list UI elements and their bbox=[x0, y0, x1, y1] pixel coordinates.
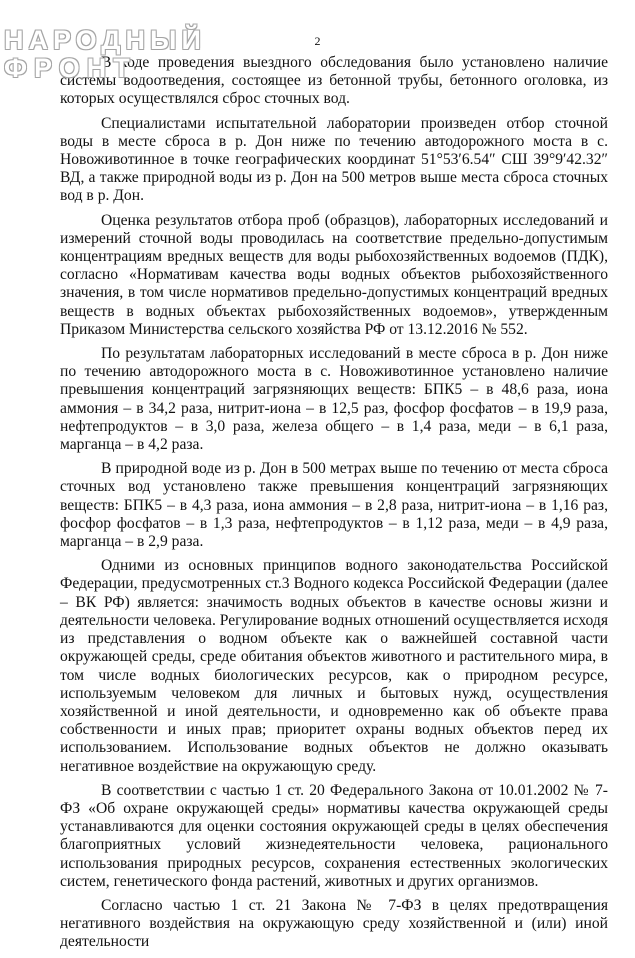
paragraph-sampling: Специалистами испытательной лаборатории произведен отбор сточной воды в месте сброса в р. Дон ниже по течению автодорожного моста в с. Новоживотинное в точке географических координат 51°53′6.54″ СШ 39°9′42.32″ ВД, а также природной воды из р. Дон на 500 метров выше места сброса сточных вод в р. Дон. bbox=[60, 114, 608, 205]
paragraph-inspection: В ходе проведения выездного обследования было установлено наличие системы водоотведения, состоящее из бетонной трубы, бетонного оголовка, из которых осуществлялся сброс сточных вод. bbox=[60, 54, 608, 108]
paragraph-assessment: Оценка результатов отбора проб (образцов), лабораторных исследований и измерений сточной воды проводилась на соответствие предельно-допустимым концентрациям вредных веществ для воды рыбохозяйственных водоемов (ПДК), согласно «Нормативам качества воды водных объектов рыбохозяйственного значения, в том числе нормативов предельно-допустимых концентраций вредных веществ в водных объектах рыбохозяйственных водоемов», утвержденным Приказом Министерства сельского хозяйства РФ от 13.12.2016 № 552. bbox=[60, 211, 608, 338]
page-number: 2 bbox=[314, 34, 321, 48]
paragraph-discharge-results: По результатам лабораторных исследований в месте сброса в р. Дон ниже по течению автодорожного моста в с. Новоживотинное установлено наличие превышения концентраций загрязняющих веществ: БПК5 – в 48,6 раза, иона аммония – в 34,2 раза, нитрит-иона – в 12,5 раз, фосфор фосфатов – в 19,9 раза, нефтепродуктов – в 3,0 раза, железа общего – в 1,4 раза, меди – в 6,1 раза, марганца – в 4,2 раза. bbox=[60, 345, 608, 454]
paragraph-natural-water-results: В природной воде из р. Дон в 500 метрах выше по течению от места сброса сточных вод установлено также превышения концентраций загрязняющих веществ: БПК5 – в 4,3 раза, иона аммония – в 2,8 раза, нитрит-иона – в 1,16 раз, фосфор фосфатов – в 1,3 раза, нефтепродуктов – в 1,12 раза, меди – в 4,9 раза, марганца – в 2,9 раза. bbox=[60, 460, 608, 551]
paragraph-environmental-standards: В соответствии с частью 1 ст. 20 Федерального Закона от 10.01.2002 № 7-ФЗ «Об охране окружающей среды» нормативы качества окружающей среды устанавливаются для оценки состояния окружающей среды в целях обеспечения благоприятных условий жизнедеятельности человека, рационального использования природных ресурсов, сохранения естественных экологических систем, генетического фонда растений, животных и других организмов. bbox=[60, 781, 608, 890]
document-body bbox=[60, 54, 608, 958]
paragraph-water-law-principles: Одними из основных принципов водного законодательства Российской Федерации, предусмотренных ст.3 Водного кодекса Российской Федерации (далее – ВК РФ) является: значимость водных объектов в качестве основы жизни и деятельности человека. Регулирование водных отношений осуществляется исходя из представления о водном объекте как о важнейшей составной части окружающей среды, среде обитания объектов животного и растительного мира, в том числе водных биологических ресурсов, как о природном ресурсе, используемым человеком для личных и бытовых нужд, осуществления хозяйственной и иной деятельности, и одновременно как об объекте права собственности и иных прав; приоритет охраны водных объектов перед их использованием. Использование водных объектов не должно оказывать негативное воздействие на окружающую среду. bbox=[60, 557, 608, 775]
logo-line-2: ФРОНТ bbox=[4, 53, 137, 83]
logo-line-1: НАРОДНЫЙ bbox=[4, 25, 206, 55]
paragraph-article-21: Согласно частью 1 ст. 21 Закона № 7-ФЗ в целях предотвращения негативного воздействия на окружающую среду хозяйственной и (или) иной деятельности bbox=[60, 896, 608, 951]
organization-logo bbox=[4, 26, 206, 82]
